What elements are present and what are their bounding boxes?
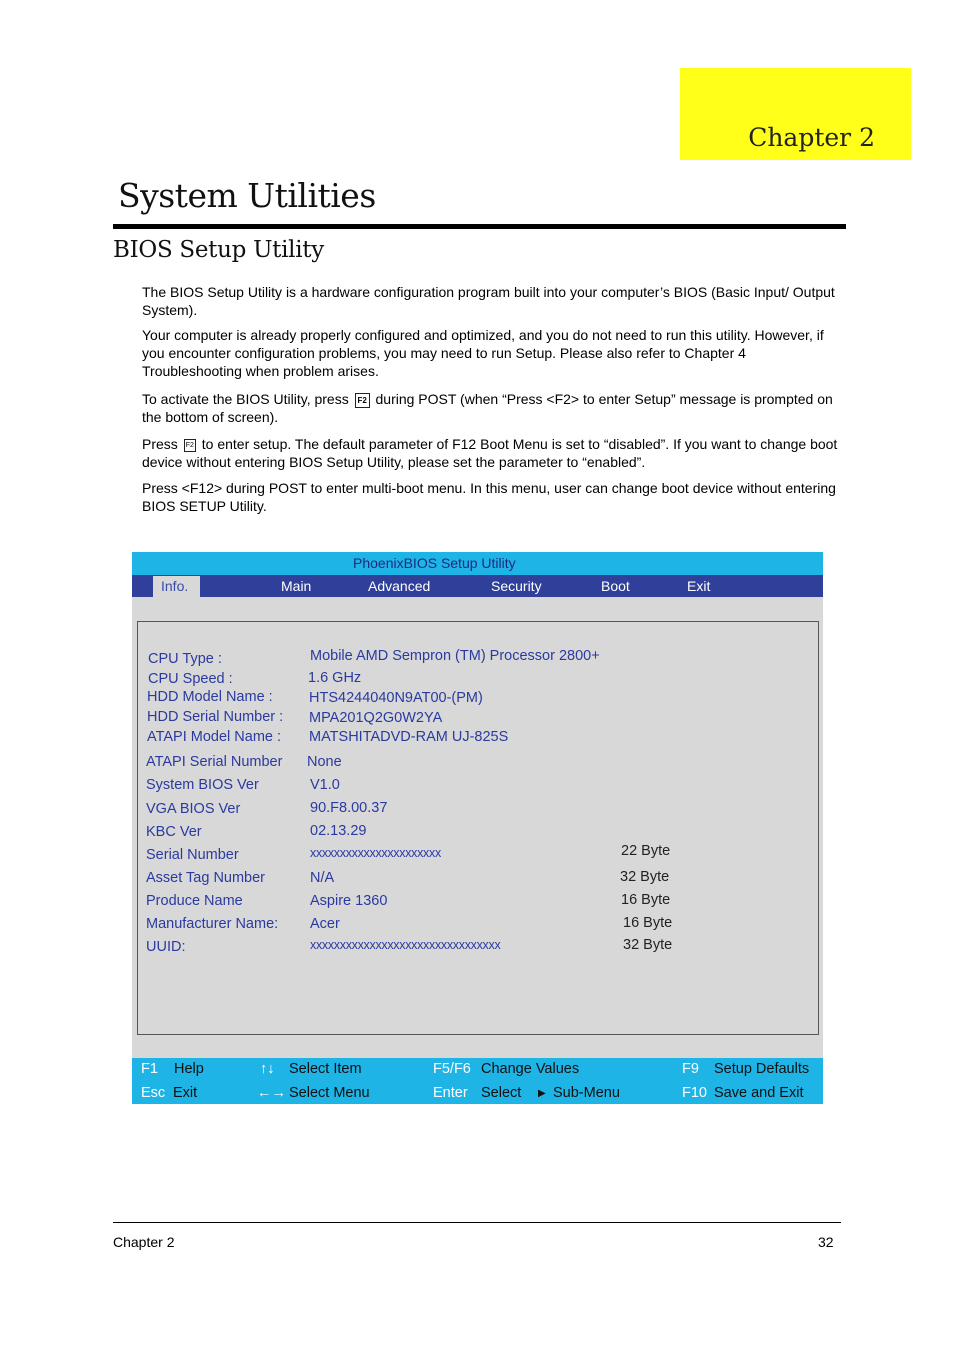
paragraph-press-text-2: to enter setup. The default parameter of F12 Boot Menu is set to “disabled”. If you want to change boot device without entering BIOS Setup Utility, please set the parameter to “enabled”. — [142, 436, 838, 470]
key-esc[interactable]: Esc — [141, 1085, 166, 1101]
row-value: 02.13.29 — [310, 823, 367, 839]
menu-tab-boot[interactable]: Boot — [601, 578, 630, 594]
row-label: HDD Serial Number : — [147, 709, 284, 725]
row-value: N/A — [310, 870, 335, 886]
row-label: VGA BIOS Ver — [146, 801, 241, 817]
row-value: 90.F8.00.37 — [310, 800, 388, 816]
row-size: 16 Byte — [621, 892, 671, 908]
key-leftright[interactable]: ←→ — [257, 1085, 286, 1101]
menu-tab-main[interactable]: Main — [281, 578, 312, 594]
row-value: xxxxxxxxxxxxxxxxxxxxxx — [310, 846, 441, 860]
row-value: Mobile AMD Sempron (TM) Processor 2800+ — [310, 648, 600, 664]
row-size: 16 Byte — [623, 915, 673, 931]
f2-key-icon: F2 — [355, 393, 370, 408]
row-value: MPA201Q2G0W2YA — [309, 710, 443, 726]
paragraph-intro: The BIOS Setup Utility is a hardware configuration program built into your computer’s BIOS (Basic Input/ Output System). — [142, 284, 835, 318]
paragraph-multiboot: Press <F12> during POST to enter multi-boot menu. In this menu, user can change boot device without entering BIOS SETUP Utility. — [142, 480, 836, 514]
key-updown[interactable]: ↑↓ — [260, 1061, 275, 1077]
row-size: 22 Byte — [621, 843, 671, 859]
paragraph-activate-text-1: To activate the BIOS Utility, press — [142, 391, 349, 407]
page-title: System Utilities — [118, 176, 376, 215]
menu-tab-advanced[interactable]: Advanced — [368, 578, 431, 594]
row-value: V1.0 — [310, 777, 340, 793]
bios-screen — [132, 552, 823, 1104]
key-f9-desc: Setup Defaults — [714, 1061, 810, 1077]
page-number: 32 — [818, 1234, 834, 1250]
row-label: Serial Number — [146, 847, 239, 863]
key-leftright-desc: Select Menu — [289, 1085, 370, 1101]
bios-key-legend — [132, 1058, 823, 1104]
key-updown-desc: Select Item — [289, 1061, 362, 1077]
menu-tab-info[interactable]: Info. — [153, 576, 200, 597]
paragraph-press-text-1: Press — [142, 436, 178, 452]
row-label: System BIOS Ver — [146, 777, 259, 793]
bios-menu-bar — [132, 575, 823, 597]
row-value: Aspire 1360 — [310, 893, 388, 909]
row-label: ATAPI Serial Number — [146, 754, 283, 770]
row-value: HTS4244040N9AT00-(PM) — [309, 690, 483, 706]
chapter-label: Chapter 2 — [748, 123, 875, 152]
footer-rule — [113, 1222, 841, 1223]
title-rule — [113, 224, 846, 229]
menu-tab-security[interactable]: Security — [491, 578, 542, 594]
paragraph-activate — [142, 390, 842, 426]
f2-key-small-icon: F2 — [184, 439, 196, 452]
row-size: 32 Byte — [620, 869, 670, 885]
footer-chapter: Chapter 2 — [113, 1234, 175, 1250]
bios-title-bar — [132, 552, 823, 575]
row-value: None — [307, 754, 342, 770]
section-title: BIOS Setup Utility — [113, 237, 324, 263]
key-esc-desc: Exit — [173, 1085, 198, 1101]
key-f9[interactable]: F9 — [682, 1061, 699, 1077]
triangle-right-icon: ▶ — [538, 1088, 546, 1099]
row-size: 32 Byte — [623, 937, 673, 953]
row-label: ATAPI Model Name : — [147, 729, 282, 745]
key-f5f6-desc: Change Values — [481, 1061, 580, 1077]
row-label: KBC Ver — [146, 824, 202, 840]
paragraph-config: Your computer is already properly configured and optimized, and you do not need to run this utility. However, if you encounter configuration problems, you may need to run Setup. Please also refer to Chapter 4 Troubleshooting when problem arises. — [142, 327, 824, 379]
row-label: Produce Name — [146, 893, 243, 909]
menu-tab-exit[interactable]: Exit — [687, 578, 711, 594]
key-f5f6[interactable]: F5/F6 — [433, 1061, 471, 1077]
row-value: xxxxxxxxxxxxxxxxxxxxxxxxxxxxxxxx — [310, 938, 501, 952]
key-submenu-desc: Sub-Menu — [553, 1085, 620, 1101]
key-f10[interactable]: F10 — [682, 1085, 707, 1101]
row-label: HDD Model Name : — [147, 689, 273, 705]
key-enter[interactable]: Enter — [433, 1085, 468, 1101]
row-label: Manufacturer Name: — [146, 916, 279, 932]
key-f1-desc: Help — [174, 1061, 204, 1077]
row-value: MATSHITADVD-RAM UJ-825S — [309, 729, 509, 745]
row-label: Asset Tag Number — [146, 870, 266, 886]
row-label: UUID: — [146, 939, 186, 955]
chapter-box — [680, 68, 911, 160]
key-f1[interactable]: F1 — [141, 1061, 158, 1077]
bios-title: PhoenixBIOS Setup Utility — [353, 555, 516, 571]
key-enter-desc: Select — [481, 1085, 522, 1101]
key-f10-desc: Save and Exit — [714, 1085, 804, 1101]
row-label: CPU Type : — [148, 651, 222, 667]
row-label: CPU Speed : — [148, 671, 233, 687]
paragraph-press — [142, 435, 842, 471]
paragraph-activate-text-2: during POST (when “Press <F2> to enter Setup” message is prompted on the bottom of screen). — [142, 391, 833, 425]
row-value: Acer — [310, 916, 340, 932]
row-value: 1.6 GHz — [308, 670, 362, 686]
info-panel — [137, 621, 819, 1035]
